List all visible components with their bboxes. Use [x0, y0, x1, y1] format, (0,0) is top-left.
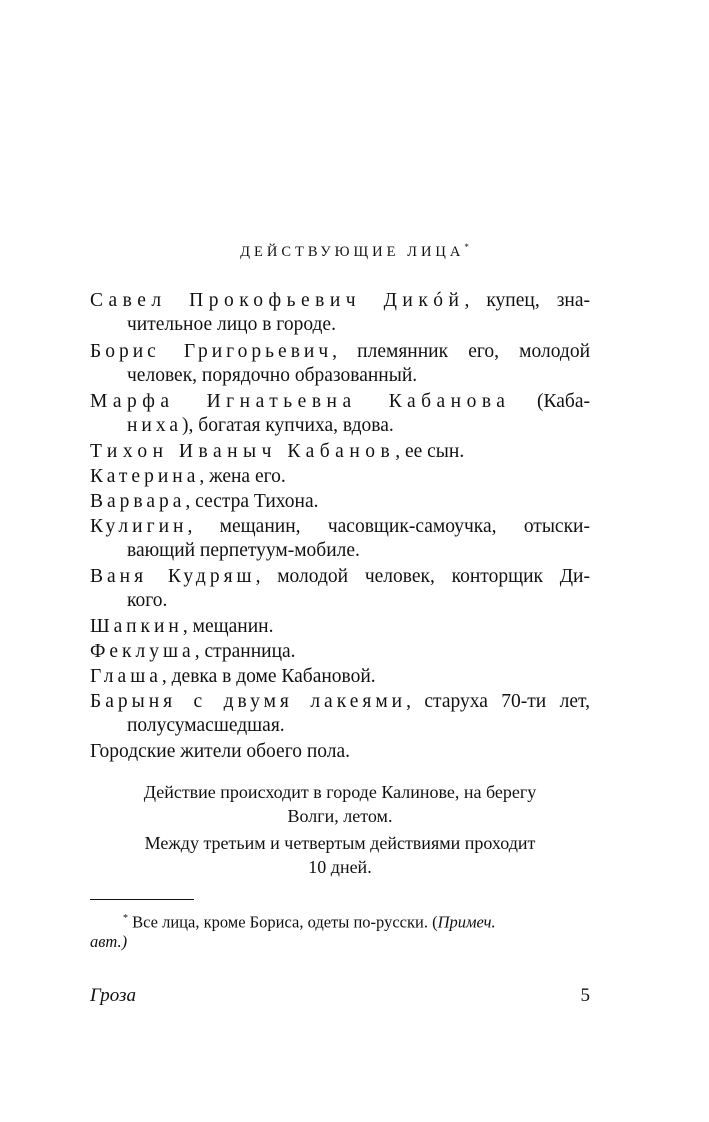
- character-desc: , мещанин.: [182, 616, 274, 637]
- character-desc: , ее сын.: [395, 441, 465, 462]
- character-line: [127, 539, 360, 563]
- character-name: Шапкин: [90, 616, 183, 637]
- character-desc: , странница.: [194, 641, 296, 662]
- footnote-text: Все лица, кроме Бориса, одеты по-русски. (: [128, 912, 438, 932]
- character-name: Тихон Иваныч Кабанов: [90, 441, 396, 462]
- character-desc: , мещанин, часовщик-самоучка, отыски-: [187, 516, 590, 537]
- page-heading: [0, 242, 709, 261]
- character-desc: ниха: [127, 415, 183, 436]
- character-desc: , купец, зна-: [464, 290, 590, 311]
- character-line: [90, 440, 464, 464]
- heading-text: ДЕЙСТВУЮЩИЕ ЛИЦА: [240, 243, 465, 260]
- character-line: [90, 665, 376, 689]
- character-line: [90, 289, 590, 313]
- character-desc: человек, порядочно образованный.: [127, 365, 418, 386]
- character-line: [127, 364, 417, 388]
- character-name: Савел Прокофьевич Дикóй: [90, 290, 465, 311]
- character-line: [90, 390, 590, 414]
- footnote-line: [123, 908, 496, 934]
- character-line: [90, 515, 590, 539]
- footnote-rule: [90, 899, 194, 900]
- character-name: Барыня с двумя лакеями: [90, 691, 407, 712]
- character-line: [90, 640, 296, 664]
- character-desc: , девка в доме Кабановой.: [161, 666, 376, 687]
- character-line: [90, 340, 590, 364]
- character-line: [90, 565, 590, 589]
- character-name: Варвара: [90, 491, 186, 512]
- setting-line: 10 дней.: [308, 857, 372, 877]
- character-name: Борис Григорьевич: [90, 341, 333, 362]
- footnote-mark: *: [464, 242, 469, 252]
- character-name: Марфа Игнатьевна Кабанова: [90, 391, 511, 412]
- character-line: [90, 465, 286, 489]
- character-line: [127, 414, 394, 438]
- character-name: Глаша: [90, 666, 162, 687]
- character-name: Катерина: [90, 466, 200, 487]
- character-desc: ), богатая купчиха, вдова.: [182, 415, 394, 436]
- character-line: [127, 589, 167, 613]
- character-desc: , сестра Тихона.: [185, 491, 319, 512]
- character-desc: Городские жители обоего пола.: [90, 741, 351, 762]
- character-line: [127, 313, 336, 337]
- character-desc: , жена его.: [199, 466, 286, 487]
- footnote-mark: *: [123, 913, 128, 924]
- character-name: Ваня Кудряш: [90, 566, 256, 587]
- character-line: [127, 714, 285, 738]
- character-line: [90, 740, 350, 764]
- character-desc: , молодой человек, конторщик Ди-: [255, 566, 590, 587]
- character-line: [90, 615, 273, 639]
- character-line: [90, 690, 590, 714]
- page-number: 5: [580, 985, 590, 1006]
- character-desc: чительное лицо в городе.: [127, 314, 336, 335]
- footnote-line: [90, 931, 127, 953]
- character-desc: , старуха 70-ти лет,: [406, 691, 590, 712]
- setting-line: Между третьим и четвертым действиями проходит: [144, 833, 536, 853]
- character-desc: , племянник его, молодой: [332, 341, 591, 362]
- character-desc: (Каба-: [510, 391, 590, 412]
- character-desc: кого.: [127, 590, 168, 611]
- character-line: [90, 490, 319, 514]
- setting-line: Волги, летом.: [287, 806, 393, 826]
- character-name: Феклуша: [90, 641, 195, 662]
- footnote-italic: Примеч.: [437, 912, 496, 932]
- setting-line: Действие происходит в городе Калинове, на берегу: [143, 782, 537, 802]
- running-title: Гроза: [90, 985, 136, 1006]
- footnote-italic: авт.): [90, 932, 128, 951]
- character-desc: полусумасшедшая.: [127, 715, 285, 736]
- character-desc: вающий перпетуум-мобиле.: [127, 540, 360, 561]
- character-name: Кулигин: [90, 516, 188, 537]
